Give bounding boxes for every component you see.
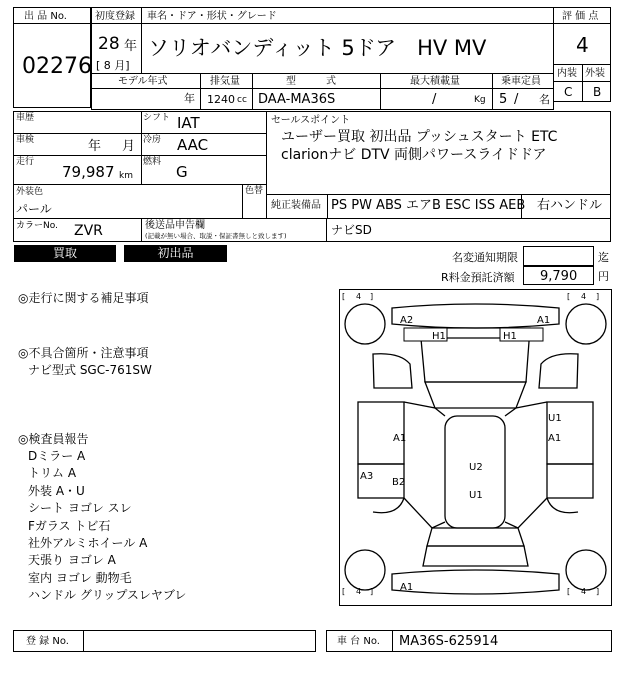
divider bbox=[141, 111, 142, 185]
ac-label: 冷房 bbox=[143, 135, 162, 145]
defects-title: ◎不具合箇所・注意事項 bbox=[18, 346, 149, 360]
damage-mark: U1 bbox=[548, 413, 562, 424]
tire-label-bracket: [ bbox=[567, 292, 571, 301]
capacity-label: 乗車定員 bbox=[501, 76, 541, 87]
tire-icon bbox=[345, 550, 385, 590]
damage-mark: A3 bbox=[360, 471, 374, 482]
damage-mark: A2 bbox=[400, 315, 414, 326]
first-reg-label: 初度登録 bbox=[95, 11, 135, 22]
damage-mark: A1 bbox=[537, 315, 551, 326]
post-delivery-note: (記載が無い場合、取説・保証書無しと致します) bbox=[145, 232, 287, 240]
divider bbox=[252, 73, 253, 110]
score-label: 評 価 点 bbox=[562, 11, 599, 22]
exterior-label: 外装 bbox=[585, 68, 605, 79]
tire-icon bbox=[566, 304, 606, 344]
model-year-unit: 年 bbox=[184, 92, 195, 105]
capacity-slash: / bbox=[514, 92, 519, 107]
score-cell bbox=[553, 23, 611, 65]
damage-mark: U1 bbox=[469, 490, 483, 501]
recycle-label: R料金預託済額 bbox=[441, 271, 515, 284]
type-value: DAA-MA36S bbox=[258, 92, 336, 107]
displacement-unit: cc bbox=[237, 95, 247, 105]
car-name: ソリオバンディット 5ドア HV MV bbox=[148, 36, 487, 60]
name-change-label: 名変通知期限 bbox=[452, 251, 518, 264]
tire-label-bracket: [ bbox=[342, 292, 346, 301]
sales-point: ユーザー買取 初出品 プッシュスタート ETC bbox=[281, 129, 558, 145]
name-change-unit: 迄 bbox=[598, 251, 609, 264]
tire-label: 4 bbox=[581, 587, 587, 596]
inspector-item: Dミラー A bbox=[28, 449, 86, 463]
first-reg-year: 28 bbox=[98, 34, 120, 54]
mileage: 79,987 bbox=[62, 163, 115, 181]
lot-no-cell bbox=[13, 23, 91, 108]
sales-point: clarionナビ DTV 両側パワースライドドア bbox=[281, 147, 547, 163]
displacement: 1240 bbox=[207, 93, 235, 106]
chassis-no: MA36S-625914 bbox=[399, 634, 499, 649]
sales-points-label: セールスポイント bbox=[271, 115, 351, 126]
exterior-color-label: 外装色 bbox=[16, 187, 44, 197]
navi-cell bbox=[326, 218, 611, 242]
inspector-list bbox=[28, 448, 186, 605]
car-name-cell bbox=[91, 23, 554, 74]
max-load-label: 最大積載量 bbox=[410, 76, 460, 87]
exterior-grade-cell bbox=[582, 81, 611, 102]
damage-mark: U2 bbox=[469, 462, 483, 473]
post-delivery-cell bbox=[141, 218, 327, 242]
lot-no-label: 出 品 No. bbox=[24, 11, 67, 22]
score-label-cell bbox=[553, 7, 611, 24]
displacement-label: 排気量 bbox=[210, 76, 240, 87]
history-label: 車歴 bbox=[16, 113, 35, 123]
mileage-unit: km bbox=[119, 171, 133, 181]
fuel: G bbox=[176, 163, 188, 181]
recycle-unit: 円 bbox=[598, 270, 609, 283]
color-no: ZVR bbox=[74, 223, 103, 239]
inspector-item: 室内 ヨゴレ 動物毛 bbox=[28, 570, 132, 585]
first-reg-year-unit: 年 bbox=[124, 39, 138, 54]
max-load-unit: Kg bbox=[474, 95, 486, 105]
inspector-item: ハンドル グリップスレヤブレ bbox=[28, 588, 187, 603]
repaint-label: 色替 bbox=[245, 186, 264, 196]
max-load: / bbox=[432, 92, 437, 107]
tire-label-bracket: ] bbox=[596, 292, 600, 301]
model-title-label: 車名・ドア・形状・グレード bbox=[147, 11, 277, 22]
inspector-item: 社外アルミホイール A bbox=[28, 536, 148, 551]
tag-shoshuppin: 初出品 bbox=[124, 245, 227, 262]
chassis-label: 車 台 No. bbox=[337, 636, 380, 647]
divider bbox=[13, 155, 266, 156]
color-no-label: カラーNo. bbox=[16, 221, 58, 231]
type-label: 型 式 bbox=[286, 76, 336, 87]
color-no-cell bbox=[13, 218, 142, 242]
inspector-title: ◎検査員報告 bbox=[18, 432, 89, 446]
interior-label: 内装 bbox=[557, 68, 577, 79]
tire-label-bracket: ] bbox=[370, 587, 374, 596]
tag-kaitori: 買取 bbox=[14, 245, 116, 262]
name-change-value bbox=[523, 246, 594, 266]
damage-mark: H1 bbox=[503, 331, 517, 342]
fuel-label: 燃料 bbox=[143, 157, 162, 167]
chassis-cell bbox=[392, 630, 612, 652]
tire-icon bbox=[345, 304, 385, 344]
divider bbox=[200, 73, 201, 110]
inspector-item: シート ヨゴレ スレ bbox=[28, 501, 132, 516]
inspection-month-unit: 月 bbox=[122, 139, 136, 154]
first-reg-month: [ 8 月] bbox=[96, 59, 130, 72]
inspector-item: Fガラス トビ石 bbox=[28, 518, 111, 533]
inspector-item: トリム A bbox=[28, 466, 77, 481]
divider bbox=[327, 194, 328, 219]
ac: AAC bbox=[177, 136, 209, 154]
chassis-label-cell bbox=[326, 630, 393, 652]
details-left bbox=[13, 111, 267, 185]
driving-notes-title: ◎走行に関する補足事項 bbox=[18, 291, 149, 305]
tire-icon bbox=[566, 550, 606, 590]
damage-mark: B2 bbox=[392, 477, 406, 488]
defect-item: ナビ型式 SGC-761SW bbox=[28, 363, 152, 377]
tire-label-bracket: [ bbox=[342, 587, 346, 596]
lot-no-label-cell bbox=[13, 7, 91, 24]
divider bbox=[492, 73, 493, 110]
interior-grade: C bbox=[564, 85, 573, 99]
inspector-item: 外装 A・U bbox=[28, 483, 85, 498]
divider bbox=[91, 88, 553, 89]
steering: 右ハンドル bbox=[537, 198, 603, 213]
car-diagram-drawing bbox=[340, 290, 611, 605]
reg-no-label: 登 録 No. bbox=[26, 636, 69, 647]
exterior-color-cell bbox=[13, 184, 267, 219]
recycle-value: 9,790 bbox=[540, 269, 578, 284]
tire-label-bracket: ] bbox=[370, 292, 374, 301]
shift: IAT bbox=[177, 114, 200, 132]
equipment: PS PW ABS エアB ESC ISS AEB bbox=[331, 198, 526, 213]
divider bbox=[242, 184, 243, 219]
tire-label-bracket: ] bbox=[596, 587, 600, 596]
divider bbox=[13, 133, 266, 134]
recycle-value-cell bbox=[523, 266, 594, 285]
model-title-label-cell bbox=[141, 7, 554, 24]
inspector-item: 天張り ヨゴレ A bbox=[28, 553, 116, 568]
equipment-label: 純正装備品 bbox=[271, 200, 321, 211]
exterior-grade: B bbox=[593, 85, 602, 99]
capacity: 5 bbox=[499, 92, 508, 107]
interior-label-cell bbox=[553, 64, 583, 82]
car-diagram bbox=[339, 289, 612, 606]
reg-no-label-cell bbox=[13, 630, 84, 652]
inspection-year-unit: 年 bbox=[88, 139, 102, 154]
tire-label-bracket: [ bbox=[567, 587, 571, 596]
damage-mark: A1 bbox=[548, 433, 562, 444]
score: 4 bbox=[576, 33, 589, 57]
tire-label: 4 bbox=[581, 292, 587, 301]
tire-label: 4 bbox=[356, 292, 362, 301]
first-reg-label-cell bbox=[91, 7, 142, 24]
tire-label: 4 bbox=[356, 587, 362, 596]
mileage-label: 走行 bbox=[16, 157, 35, 167]
exterior-color: パール bbox=[16, 202, 52, 216]
inspection-label: 車検 bbox=[16, 135, 35, 145]
lot-no: 02276 bbox=[22, 54, 92, 79]
damage-mark: A1 bbox=[393, 433, 407, 444]
interior-grade-cell bbox=[553, 81, 583, 102]
capacity-unit: 名 bbox=[539, 93, 550, 106]
exterior-label-cell bbox=[582, 64, 611, 82]
damage-mark: A1 bbox=[400, 582, 414, 593]
shift-label: シフト bbox=[143, 113, 171, 123]
post-delivery-label: 後送品申告欄 bbox=[145, 220, 205, 231]
damage-mark: H1 bbox=[432, 331, 446, 342]
navi: ナビSD bbox=[331, 223, 372, 237]
model-year-label: モデル年式 bbox=[118, 76, 168, 87]
divider bbox=[380, 73, 381, 110]
divider bbox=[141, 23, 142, 74]
sales-points-cell bbox=[266, 111, 611, 195]
reg-no-cell bbox=[83, 630, 316, 652]
